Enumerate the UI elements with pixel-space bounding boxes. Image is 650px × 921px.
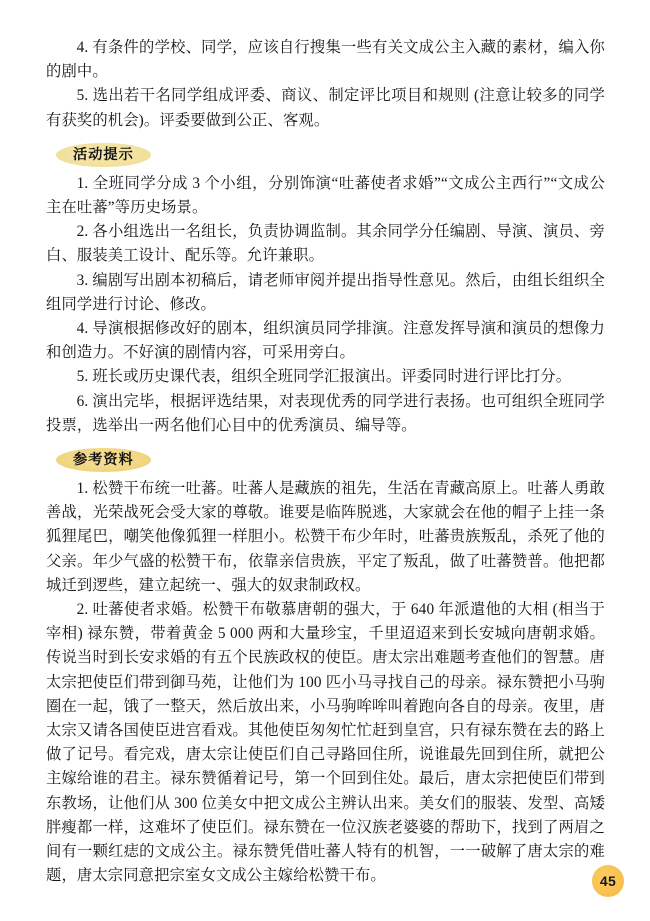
badge-wrap xyxy=(56,144,151,166)
top-list xyxy=(46,36,605,133)
list-item: 1. 松赞干布统一吐蕃。吐蕃人是藏族的祖先，生活在青藏高原上。吐蕃人勇敢善战，光荣战死会受大家的尊敬。谁要是临阵脱逃，大家就会在他的帽子上挂一条狐狸尾巴，嘲笑他像狐狸一样胆小。松赞干布少年时，吐蕃贵族叛乱，杀死了他的父亲。年少气盛的松赞干布，依靠亲信贵族，平定了叛乱，做了吐蕃赞普。他把都城迁到逻些，建立起统一、强大的奴隶制政权。 xyxy=(46,480,605,594)
list-item: 1. 全班同学分成 3 个小组，分别饰演“吐蕃使者求婚”“文成公主西行”“文成公主在吐蕃”等历史场景。 xyxy=(46,174,605,217)
reference-materials-badge xyxy=(56,449,151,471)
list-item: 2. 吐蕃使者求婚。松赞干布敬慕唐朝的强大，于 640 年派遣他的大相 (相当于宰相) 禄东赞，带着黄金 5 000 两和大量珍宝，千里迢迢来到长安城向唐朝求婚。传说当时到长安求婚的有五个民族政权的使臣。唐太宗出难题考查他们的智慧。唐太宗把使臣们带到御马苑，让他们为 100 匹小马寻找自己的母亲。禄东赞把小马驹圈在一起，饿了一整天，然后放出来，小马驹哞哞叫着跑向各自的母亲。夜里，唐太宗又请各国使臣进宫看戏。其他使臣匆匆忙忙赶到皇宫，只有禄东赞在去的路上做了记号。看完戏，唐太宗让使臣们自己寻路回住所，说谁最先回到住所，就把公主嫁给谁的君主。禄东赞循着记号，第一个回到住处。最后，唐太宗把使臣们带到东教场，让他们从 300 位美女中把文成公主辨认出来。美女们的服装、发型、高矮胖瘦都一样，这难坏了使臣们。禄东赞在一位汉族老婆婆的帮助下，找到了两眉之间有一颗红痣的文成公主。禄东赞凭借吐蕃人特有的机智，一一破解了唐太宗的难题，唐太宗同意把宗室女文成公主嫁给松赞干布。 xyxy=(46,601,605,885)
reference-materials-heading xyxy=(56,449,605,471)
activity-tips-list xyxy=(46,172,605,438)
list-item: 4. 导演根据修改好的剧本，组织演员同学排演。注意发挥导演和演员的想像力和创造力。不好演的剧情内容，可采用旁白。 xyxy=(46,320,605,362)
activity-tips-heading xyxy=(56,144,605,166)
list-item: 5. 选出若干名同学组成评委、商议、制定评比项目和规则 (注意让较多的同学有获奖的机会)。评委要做到公正、客观。 xyxy=(46,87,605,129)
top-spacer xyxy=(46,30,605,34)
activity-tips-badge xyxy=(56,144,151,166)
reference-materials-badge-label: 参考资料 xyxy=(73,452,134,469)
list-item: 3. 编剧写出剧本初稿后，请老师审阅并提出指导性意见。然后，由组长组织全组同学进行讨论、修改。 xyxy=(46,271,605,313)
list-item: 5. 班长或历史课代表，组织全班同学汇报演出。评委同时进行评比打分。 xyxy=(76,368,572,386)
activity-tips-badge-label: 活动提示 xyxy=(73,146,134,163)
reference-materials-list xyxy=(46,477,605,888)
list-item: 6. 演出完毕，根据评选结果，对表现优秀的同学进行表扬。也可组织全班同学投票，选举出一两名他们心目中的优秀演员、编导等。 xyxy=(46,392,605,434)
list-item: 2. 各小组选出一名组长，负责协调监制。其余同学分任编剧、导演、演员、旁白、服装美工设计、配乐等。允许兼职。 xyxy=(46,223,605,265)
page-number-label: 45 xyxy=(599,873,617,889)
list-item: 4. 有条件的学校、同学，应该自行搜集一些有关文成公主入藏的素材，编入你的剧中。 xyxy=(46,39,605,81)
badge-wrap xyxy=(56,449,151,471)
page-number-badge xyxy=(592,865,624,897)
